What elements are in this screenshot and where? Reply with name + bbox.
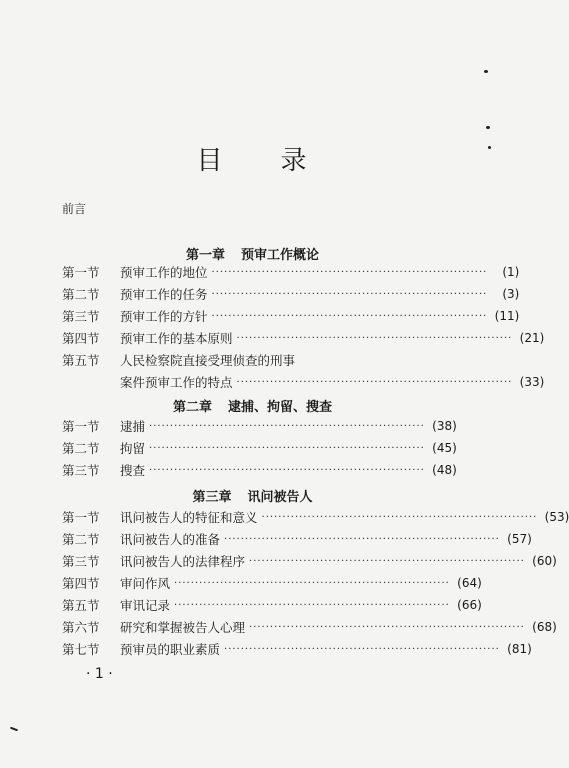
dot-leader: ·································································· [149,442,425,454]
chapter-heading-1 [0,244,505,263]
section-number: 第一节 [62,510,100,525]
section-title: 人民检察院直接受理侦查的刑事 [120,353,296,368]
toc-entry[interactable] [62,416,457,436]
dot-leader: ·································································· [224,533,500,545]
dot-leader: ·································································· [174,599,450,611]
dot-leader: ·································································· [236,332,513,344]
section-title: 讯问被告人的法律程序 [120,554,246,569]
dot-leader: ·································································· [236,376,513,388]
section-number: 第四节 [62,331,100,346]
toc-entry[interactable] [62,639,532,659]
title-char-1: 目 [196,146,225,176]
toc-title [0,140,505,177]
toc-entry[interactable] [62,595,482,615]
toc-entry[interactable] [62,438,457,458]
section-title: 预审工作的基本原则 [120,331,233,346]
section-page: (11) [494,309,520,323]
toc-entry[interactable] [62,262,520,282]
section-number: 第二节 [62,532,100,547]
section-page: (38) [432,419,457,433]
section-title: 预审工作的方针 [120,309,208,324]
dot-leader: ·································································· [249,555,525,567]
section-number: 第三节 [62,309,100,324]
dot-leader: ·································································· [174,577,450,589]
section-title: 案件预审工作的特点 [120,375,233,390]
toc-entry[interactable] [62,573,482,593]
section-number: 第一节 [62,265,100,280]
section-title: 预审工作的地位 [120,265,208,280]
section-page: (1) [502,265,520,279]
section-page: (64) [457,576,482,590]
section-page: (45) [432,441,457,455]
toc-entry[interactable] [62,284,520,304]
section-number: 第三节 [62,463,100,478]
section-number: 第三节 [62,554,100,569]
section-page: (53) [544,510,569,524]
section-title: 逮捕 [120,419,146,434]
section-page: (68) [532,620,557,634]
chapter-name: 预审工作概论 [241,248,320,263]
toc-entry[interactable] [62,372,545,392]
dot-leader: ·································································· [211,310,488,322]
toc-entry[interactable] [62,507,569,527]
section-title: 搜查 [120,463,146,478]
chapter-name: 讯问被告人 [247,490,313,505]
chapter-name: 逮捕、拘留、搜查 [228,400,333,415]
chapter-heading-3 [0,486,505,505]
section-number: 第二节 [62,287,100,302]
chapter-number: 第一章 [185,248,225,263]
scan-speck [484,70,488,73]
toc-entry[interactable] [62,529,532,549]
toc-entry[interactable] [62,328,545,348]
toc-entry[interactable] [62,350,447,370]
title-char-2: 录 [280,146,309,176]
dot-leader: ·································································· [224,643,500,655]
section-title: 审问作风 [120,576,171,591]
scan-speck [488,146,491,149]
section-title: 拘留 [120,441,146,456]
section-page: (3) [502,287,520,301]
section-page: (21) [519,331,545,345]
page-number: · 1 · [86,666,113,682]
section-page: (81) [507,642,532,656]
section-number: 第七节 [62,642,100,657]
toc-entry[interactable] [62,306,520,326]
dot-leader: ·································································· [149,420,425,432]
chapter-number: 第二章 [172,400,212,415]
section-page: (48) [432,463,457,477]
dot-leader: ·································································· [211,266,488,278]
chapter-heading-2 [0,396,505,415]
dot-leader: ·································································· [261,511,538,523]
section-page: (60) [532,554,557,568]
toc-entry[interactable] [62,551,557,571]
section-title: 预审工作的任务 [120,287,208,302]
dot-leader: ·································································· [211,288,488,300]
section-title: 审讯记录 [120,598,171,613]
scan-speck [486,126,490,129]
toc-entry[interactable] [62,460,457,480]
section-number: 第二节 [62,441,100,456]
section-title: 研究和掌握被告人心理 [120,620,246,635]
section-number: 第四节 [62,576,100,591]
section-title: 预审员的职业素质 [120,642,221,657]
toc-entry[interactable] [62,617,557,637]
section-page: (57) [507,532,532,546]
scan-speck [10,727,18,732]
section-page: (66) [457,598,482,612]
section-number: 第六节 [62,620,100,635]
section-number: 第五节 [62,598,100,613]
section-title: 讯问被告人的准备 [120,532,221,547]
preface-label: 前言 [62,202,87,216]
section-number: 第一节 [62,419,100,434]
dot-leader: ·································································· [149,464,425,476]
section-title: 讯问被告人的特征和意义 [120,510,258,525]
chapter-number: 第三章 [192,490,232,505]
section-page: (33) [519,375,545,389]
section-number: 第五节 [62,353,100,368]
dot-leader: ·································································· [249,621,525,633]
